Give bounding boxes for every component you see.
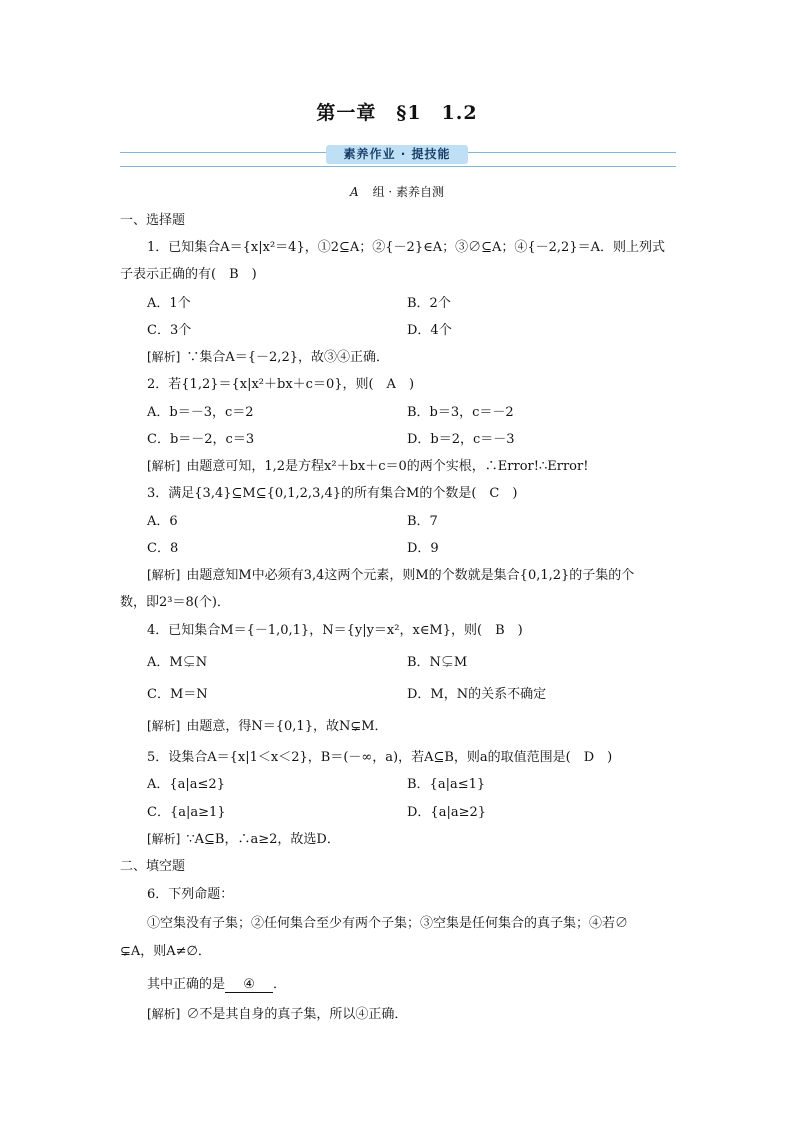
analysis-tag: [解析] bbox=[147, 719, 181, 733]
q6-statements: ①空集没有子集；②任何集合至少有两个子集；③空集是任何集合的真子集；④若∅ bbox=[147, 916, 629, 931]
q3-analysis-cont: 数，即2³＝8(个)． bbox=[120, 595, 230, 610]
q4-option-b: B．N⊊M bbox=[407, 655, 468, 670]
q3-stem: 3．满足{3,4}⊆M⊆{0,1,2,3,4}的所有集合M的个数是( C ) bbox=[147, 486, 518, 501]
group-letter: A bbox=[349, 185, 359, 199]
q1-stem-cont: 子表示正确的有( B ) bbox=[120, 267, 257, 282]
q1-option-b: B．2个 bbox=[407, 296, 451, 311]
q4-option-d: D．M，N的关系不确定 bbox=[407, 687, 547, 702]
q5-option-c: C．{a|a≥1} bbox=[147, 805, 226, 820]
section-heading-fill: 二、填空题 bbox=[120, 859, 186, 874]
q2-stem: 2．若{1,2}＝{x|x²＋bx＋c＝0}，则( A ) bbox=[147, 377, 415, 392]
answer-blank: ④ bbox=[225, 977, 273, 993]
q6-stem: 6．下列命题： bbox=[147, 887, 234, 902]
q4-option-a: A．M⊊N bbox=[147, 655, 208, 670]
q1-option-a: A．1个 bbox=[147, 296, 191, 311]
q4-analysis bbox=[147, 715, 388, 734]
q2-analysis bbox=[147, 455, 588, 474]
analysis-tag: [解析] bbox=[147, 568, 181, 582]
q2-option-c: C．b＝－2，c＝3 bbox=[147, 432, 255, 447]
analysis-tag: [解析] bbox=[147, 1007, 181, 1021]
analysis-text: ∅不是其自身的真子集，所以④正确． bbox=[186, 1007, 408, 1022]
q6-analysis bbox=[147, 1003, 407, 1022]
q3-analysis bbox=[147, 564, 634, 583]
q5-option-d: D．{a|a≥2} bbox=[407, 805, 487, 820]
q5-stem: 5．设集合A＝{x|1＜x＜2}，B＝(－∞，a)，若A⊆B，则a的取值范围是( D ) bbox=[147, 750, 613, 765]
q2-option-a: A．b＝－3，c＝2 bbox=[147, 405, 254, 420]
analysis-text: 由题意知M中必须有3,4这两个元素，则M的个数就是集合{0,1,2}的子集的个 bbox=[186, 568, 635, 583]
q4-stem: 4．已知集合M＝{－1,0,1}，N＝{y|y＝x²，x∈M}，则( B ) bbox=[147, 623, 523, 638]
q5-option-b: B．{a|a≤1} bbox=[407, 777, 486, 792]
page-title: 第一章 §1 1.2 bbox=[316, 102, 478, 124]
group-title bbox=[0, 183, 794, 200]
q3-option-c: C．8 bbox=[147, 541, 179, 556]
q1-analysis bbox=[147, 346, 389, 365]
header-rule-bottom bbox=[120, 166, 676, 167]
section-heading-choice: 一、选择题 bbox=[120, 213, 186, 228]
answer-prefix: 其中正确的是 bbox=[147, 977, 226, 992]
analysis-tag: [解析] bbox=[147, 459, 181, 473]
q1-option-d: D．4个 bbox=[407, 323, 452, 338]
answer-suffix: ． bbox=[273, 977, 287, 992]
analysis-text: 由题意可知，1,2是方程x²＋bx＋c＝0的两个实根，∴Error!∴Error! bbox=[186, 459, 589, 474]
q6-answer-line bbox=[147, 973, 286, 993]
q6-statements-cont: ⊊A，则A≠∅． bbox=[120, 944, 211, 959]
q4-option-c: C．M＝N bbox=[147, 687, 208, 702]
q3-option-b: B．7 bbox=[407, 514, 438, 529]
analysis-text: ∵A⊆B，∴a≥2，故选D． bbox=[186, 832, 340, 847]
q2-option-b: B．b＝3，c＝－2 bbox=[407, 405, 514, 420]
analysis-tag: [解析] bbox=[147, 350, 181, 364]
q2-option-d: D．b＝2，c＝－3 bbox=[407, 432, 515, 447]
q3-option-a: A．6 bbox=[147, 514, 178, 529]
section-banner: 素养作业 · 提技能 bbox=[326, 145, 468, 164]
analysis-tag: [解析] bbox=[147, 832, 181, 846]
q3-option-d: D．9 bbox=[407, 541, 439, 556]
analysis-text: 由题意，得N＝{0,1}，故N⊊M． bbox=[186, 719, 388, 734]
analysis-text: ∵集合A＝{－2,2}，故③④正确． bbox=[186, 350, 389, 365]
q1-stem: 1．已知集合A＝{x|x²＝4}，①2⊆A；②{－2}∈A；③∅⊆A；④{－2,2}＝A．则上列式 bbox=[147, 240, 665, 255]
q5-analysis bbox=[147, 828, 340, 847]
q5-option-a: A．{a|a≤2} bbox=[147, 777, 225, 792]
q1-option-c: C．3个 bbox=[147, 323, 192, 338]
group-label: 组 · 素养自测 bbox=[372, 185, 445, 199]
